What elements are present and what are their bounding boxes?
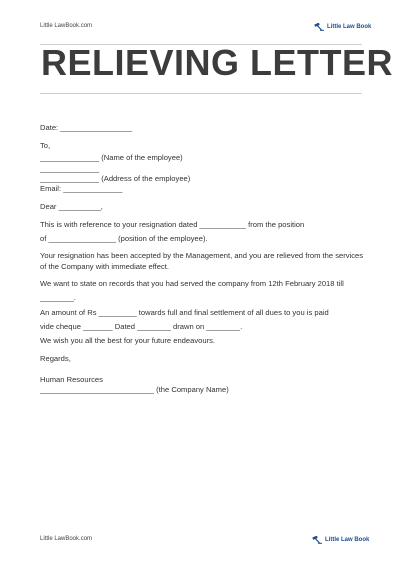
footer-brand-logo	[312, 536, 369, 544]
acceptance-line-2: of the Company with immediate effect.	[40, 262, 170, 271]
email-line: Email: ______________	[40, 184, 123, 193]
salutation-line: Dear __________,	[40, 202, 103, 211]
to-line: To,	[40, 141, 51, 150]
acceptance-line-1: Your resignation has been accepted by the Management, and you are relieved from the services	[40, 251, 364, 260]
title-divider	[40, 93, 362, 94]
reference-line-1: This is with reference to your resignation dated ___________ from the position	[40, 220, 305, 229]
gavel-icon	[312, 536, 322, 544]
settlement-line-2: vide cheque _______ Dated ________ drawn on ________.	[40, 322, 243, 331]
regards-line: Regards,	[40, 354, 71, 363]
service-line-1: We want to state on records that you had served the company from 12th February 2018 till	[40, 279, 344, 288]
company-name-line: ___________________________ (the Company Name)	[40, 385, 229, 394]
date-line: Date: _________________	[40, 123, 133, 132]
blank-line: ______________	[40, 164, 100, 173]
footer-brand-name: Little Law Book	[325, 537, 370, 543]
settlement-line-1: An amount of Rs _________ towards full and final settlement of all dues to you is paid	[40, 308, 329, 317]
employee-address-line: ______________ (Address of the employee)	[40, 174, 191, 183]
document-title: RELIEVING LETTER	[41, 42, 394, 83]
employee-name-line: ______________ (Name of the employee)	[40, 153, 183, 162]
signatory-title: Human Resources	[40, 375, 103, 384]
footer-site-url: Little LawBook.com	[40, 536, 93, 542]
gavel-icon	[314, 23, 324, 31]
reference-line-2: of ________________ (position of the employee).	[40, 234, 208, 243]
wishes-line: We wish you all the best for your future endeavours.	[40, 336, 216, 345]
service-line-2: ________.	[40, 293, 76, 302]
header-brand-name: Little Law Book	[327, 24, 372, 30]
header-site-url: Little LawBook.com	[40, 23, 93, 29]
header-brand-logo	[314, 23, 371, 31]
